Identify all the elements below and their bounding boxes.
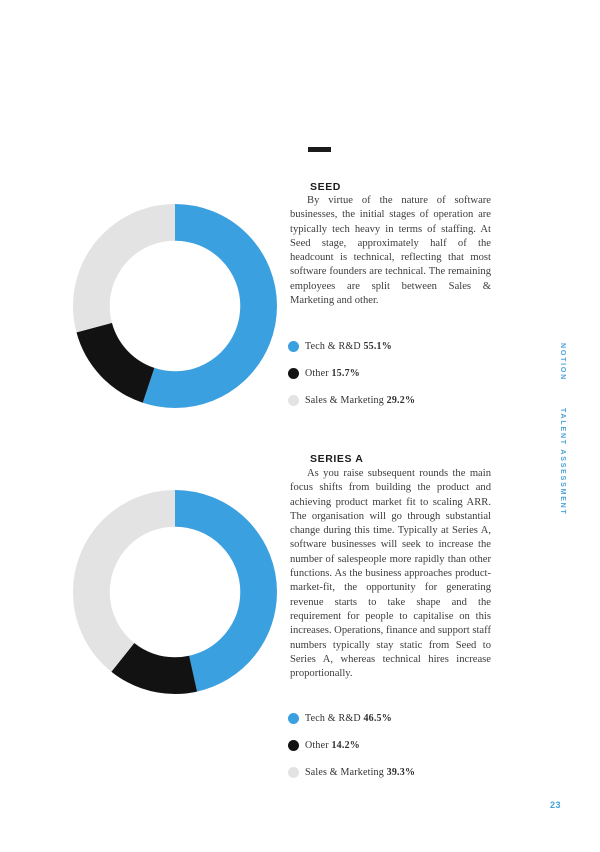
seed-body-text: By virtue of the nature of software businesses, the initial stages of operation are typically tech heavy in terms of staffing. At Seed stage, approximately half of the headcount is technical, reflecting that most software founders are technical. The remaining employees are split between Sales & Marketing and other. <box>290 195 491 307</box>
section-heading-series-a: SERIES A <box>310 453 364 465</box>
series-a-legend <box>288 712 415 793</box>
legend-label: Tech & R&D 46.5% <box>305 712 392 724</box>
legend-item-other <box>288 739 415 751</box>
legend-swatch-other <box>288 740 299 751</box>
legend-item-sales <box>288 766 415 778</box>
sidebar-brand-label: NOTION <box>559 343 566 382</box>
section-rule-dash <box>308 147 331 152</box>
legend-swatch-sales <box>288 395 299 406</box>
legend-swatch-tech <box>288 713 299 724</box>
legend-swatch-sales <box>288 767 299 778</box>
legend-label: Sales & Marketing 29.2% <box>305 394 416 406</box>
seed-legend <box>288 340 415 421</box>
legend-swatch-tech <box>288 341 299 352</box>
legend-swatch-other <box>288 368 299 379</box>
legend-label: Other 14.2% <box>305 739 360 751</box>
legend-label: Tech & R&D 55.1% <box>305 340 392 352</box>
legend-item-tech <box>288 340 415 352</box>
legend-item-sales <box>288 394 415 406</box>
series-a-body-text: As you raise subsequent rounds the main focus shifts from building the product and achieving product market fit to scaling ARR. The organisation will go through substantial change during this time. Typically at Series A, software businesses will seek to increase the number of salespeople more rapidly than other functions. As the business approaches product-market-fit, the opportunity for generating revenue starts to take shape and the requirement for people to capitalise on this increases. Operations, finance and support staff numbers typically stay static from Seed to Series A, whereas technical hires increase proportionally. <box>290 468 491 680</box>
legend-label: Other 15.7% <box>305 367 360 379</box>
legend-item-other <box>288 367 415 379</box>
seed-donut-chart <box>73 204 277 408</box>
legend-item-tech <box>288 712 415 724</box>
section-heading-seed: SEED <box>310 181 341 193</box>
page-number: 23 <box>550 800 562 810</box>
series-a-donut-chart <box>73 490 277 694</box>
legend-label: Sales & Marketing 39.3% <box>305 766 416 778</box>
sidebar-report-label: TALENT ASSESSMENT <box>559 408 566 516</box>
